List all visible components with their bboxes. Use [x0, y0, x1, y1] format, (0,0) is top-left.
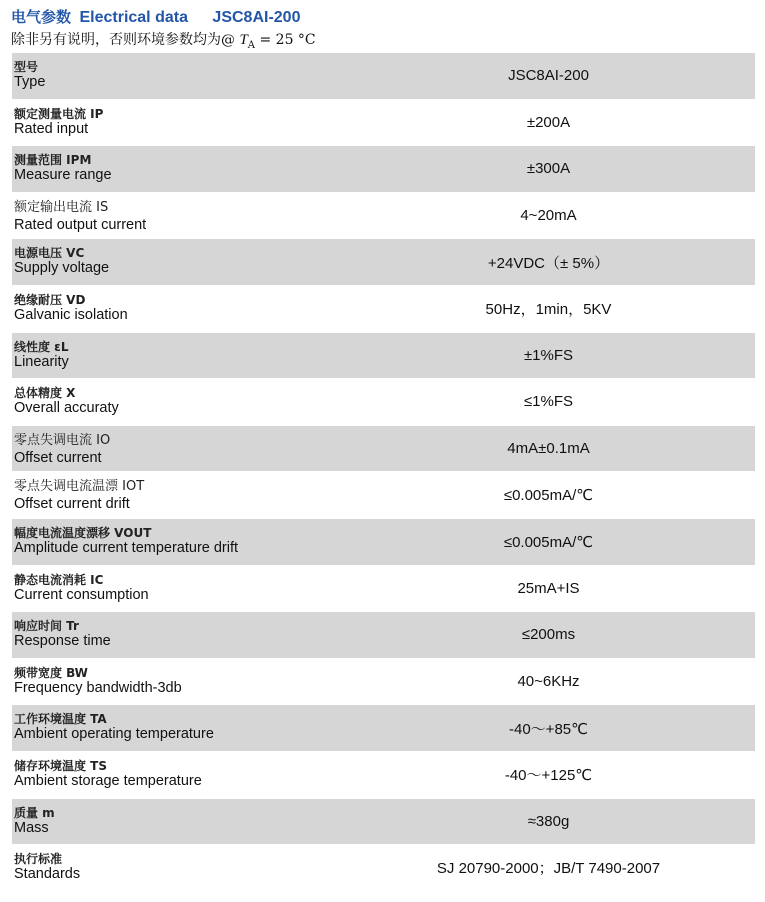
- table-row: [12, 238, 755, 285]
- ambient-note: [11, 29, 316, 51]
- parameter-name-english: Response time: [14, 633, 111, 650]
- parameter-name-chinese: 零点失调电流温漂 IOT: [14, 479, 145, 495]
- parameter-label: [14, 805, 344, 837]
- parameter-name-english: Standards: [14, 866, 81, 883]
- parameter-value: ≈380g: [527, 812, 570, 830]
- title-chinese: 电气参数: [11, 8, 72, 26]
- parameter-name-english: Galvanic isolation: [14, 306, 128, 323]
- parameter-value: ±200A: [526, 113, 571, 131]
- parameter-name-chinese: 零点失调电流 IO: [14, 432, 111, 448]
- parameter-name-chinese: 额定输出电流 IS: [14, 199, 109, 215]
- table-row: [12, 99, 755, 146]
- parameter-name-chinese: 质量 m: [14, 805, 55, 820]
- parameter-name-chinese: 绝缘耐压 VD: [14, 292, 86, 307]
- table-row: [12, 704, 755, 751]
- parameter-value: ±1%FS: [523, 346, 574, 364]
- parameter-label: [14, 199, 344, 234]
- parameter-name-chinese: 额定测量电流 IP: [14, 106, 104, 121]
- table-row: [12, 658, 755, 705]
- parameter-name-english: Type: [14, 74, 46, 90]
- table-row: [12, 518, 755, 565]
- parameter-label: [14, 572, 344, 604]
- parameter-name-chinese: 工作环境温度 TA: [14, 712, 107, 727]
- title-english: Electrical data: [79, 9, 188, 26]
- parameter-value: 40~6KHz: [517, 673, 580, 691]
- parameter-label: [14, 851, 344, 883]
- table-row: [12, 751, 755, 798]
- parameter-name-chinese: 电源电压 VC: [14, 246, 85, 261]
- table-row: [12, 378, 755, 425]
- parameter-label: [14, 245, 344, 277]
- parameter-value: -40～+85℃: [509, 720, 588, 738]
- parameter-name-chinese: 总体精度 X: [14, 386, 76, 401]
- parameter-name-english: Amplitude current temperature drift: [14, 539, 239, 556]
- parameter-name-english: Mass: [14, 819, 49, 836]
- table-row: [12, 565, 755, 612]
- ambient-symbol-subscript: A: [247, 39, 256, 51]
- parameter-label: [14, 665, 344, 697]
- parameter-label: [14, 385, 344, 417]
- parameter-value: ≤0.005mA/℃: [503, 487, 594, 505]
- parameter-name-chinese: 静态电流消耗 IC: [14, 572, 104, 587]
- parameter-value: SJ 20790-2000；JB/T 7490-2007: [436, 860, 661, 878]
- table-row: [12, 52, 755, 99]
- parameter-label: [14, 525, 344, 557]
- table-row: [12, 145, 755, 192]
- parameter-label: [14, 618, 344, 650]
- table-row: [12, 611, 755, 658]
- parameter-name-english: Ambient storage temperature: [14, 772, 202, 789]
- ambient-symbol: T: [239, 32, 248, 48]
- parameter-name-english: Linearity: [14, 353, 69, 370]
- parameter-name-english: Rated output current: [14, 216, 147, 233]
- parameter-name-chinese: 响应时间 Tr: [14, 619, 79, 634]
- parameter-label: [14, 106, 344, 138]
- parameter-value: +24VDC（± 5%）: [487, 254, 610, 272]
- ambient-note-prefix: 除非另有说明，否则环境参数均为@: [11, 32, 240, 48]
- table-row: [12, 798, 755, 845]
- parameter-label: [14, 758, 344, 790]
- parameter-value: -40～+125℃: [504, 767, 593, 785]
- table-row: [12, 844, 755, 891]
- parameter-value: JSC8AI-200: [508, 67, 589, 85]
- parameter-value: 25mA+IS: [517, 579, 580, 597]
- parameter-name-chinese: 型号: [14, 60, 39, 74]
- parameter-name-english: Ambient operating temperature: [14, 726, 214, 743]
- parameter-label: [14, 478, 344, 513]
- parameter-name-english: Measure range: [14, 167, 112, 184]
- parameter-name-chinese: 测量范围 IPM: [14, 153, 92, 168]
- table-row: [12, 285, 755, 332]
- ambient-note-suffix: = 25 °C: [255, 32, 316, 48]
- parameter-name-english: Overall accuraty: [14, 400, 119, 417]
- parameter-name-english: Offset current drift: [14, 496, 130, 513]
- electrical-data-table: [12, 52, 755, 891]
- table-row: [12, 332, 755, 379]
- table-row: [12, 192, 755, 239]
- parameter-label: [14, 711, 344, 743]
- parameter-value: ≤0.005mA/℃: [503, 533, 594, 551]
- parameter-name-english: Frequency bandwidth-3db: [14, 679, 182, 696]
- table-row: [12, 471, 755, 518]
- parameter-name-english: Supply voltage: [14, 260, 110, 277]
- parameter-value: ≤1%FS: [523, 393, 574, 411]
- parameter-value: ≤200ms: [521, 626, 576, 644]
- parameter-value: ±300A: [526, 160, 571, 178]
- parameter-value: 4mA±0.1mA: [507, 440, 590, 458]
- parameter-label: [14, 339, 344, 371]
- page-header: [11, 6, 300, 28]
- parameter-name-english: Offset current: [14, 449, 102, 466]
- parameter-name-english: Current consumption: [14, 586, 149, 603]
- model-name: JSC8AI-200: [212, 9, 301, 26]
- parameter-name-chinese: 线性度 εL: [14, 339, 69, 354]
- parameter-name-chinese: 执行标准: [14, 852, 63, 867]
- parameter-label: [14, 432, 344, 467]
- parameter-name-english: Rated input: [14, 120, 89, 137]
- parameter-label: [14, 152, 344, 184]
- parameter-name-chinese: 频带宽度 BW: [14, 665, 88, 680]
- parameter-label: [14, 292, 344, 324]
- parameter-label: [14, 59, 344, 91]
- parameter-value: 50Hz，1min，5KV: [485, 301, 612, 319]
- table-row: [12, 425, 755, 472]
- parameter-name-chinese: 幅度电流温度漂移 VOUT: [14, 525, 152, 540]
- parameter-name-chinese: 储存环境温度 TS: [14, 758, 108, 773]
- parameter-value: 4~20mA: [520, 207, 577, 225]
